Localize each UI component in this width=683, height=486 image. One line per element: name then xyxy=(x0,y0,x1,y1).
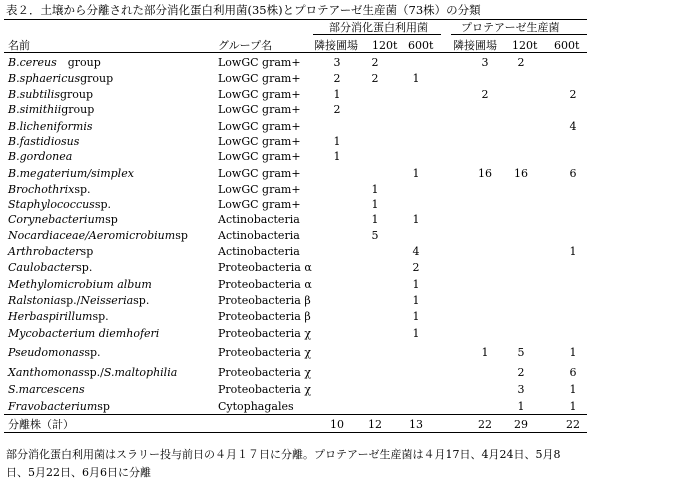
cell-b-120t: 2 xyxy=(517,56,525,69)
row-name-italic: Mycobacterium diemhoferi xyxy=(8,327,160,340)
row-name xyxy=(8,104,94,115)
row-group: LowGC gram+ xyxy=(218,88,301,101)
row-name-italic: B.cereus xyxy=(8,56,57,69)
cell-b-120t: 1 xyxy=(517,400,525,413)
cell-a-600t: 4 xyxy=(412,245,420,258)
cell-a-600t: 1 xyxy=(412,72,420,85)
row-name xyxy=(8,262,92,273)
row-group: Proteobacteria χ xyxy=(218,366,312,379)
cell-a-adjacent: 1 xyxy=(333,88,341,101)
sub-header-a-600t: 600t xyxy=(408,39,434,52)
total-cell-b-adjacent: 22 xyxy=(478,418,492,431)
row-group: Proteobacteria χ xyxy=(218,327,312,340)
bottom-rule xyxy=(4,432,587,433)
row-name-italic: Xanthomonas xyxy=(8,366,84,379)
row-name xyxy=(8,384,85,395)
cell-a-adjacent: 1 xyxy=(333,150,341,163)
row-name-italic: Caulobacter xyxy=(8,261,77,274)
row-group: Proteobacteria α xyxy=(218,261,312,274)
cell-b-600t: 1 xyxy=(569,400,577,413)
row-group: LowGC gram+ xyxy=(218,183,301,196)
cell-b-600t: 1 xyxy=(569,346,577,359)
row-group: LowGC gram+ xyxy=(218,198,301,211)
cell-b-120t: 3 xyxy=(517,383,525,396)
row-name-italic: Ralstonia xyxy=(8,294,61,307)
cell-a-120t: 1 xyxy=(371,198,379,211)
row-group: LowGC gram+ xyxy=(218,167,301,180)
row-name xyxy=(8,401,110,412)
row-group: Proteobacteria β xyxy=(218,310,311,323)
row-name-italic: Neisseria xyxy=(80,294,134,307)
col-header-group: グループ名 xyxy=(218,39,273,52)
cell-a-600t: 1 xyxy=(412,167,420,180)
cell-a-600t: 1 xyxy=(412,327,420,340)
cell-a-120t: 1 xyxy=(371,183,379,196)
cell-b-600t: 1 xyxy=(569,245,577,258)
cell-b-600t: 6 xyxy=(569,167,577,180)
row-name-italic: S.maltophilia xyxy=(103,366,178,379)
cell-a-120t: 5 xyxy=(371,229,379,242)
cell-b-120t: 5 xyxy=(517,346,525,359)
sub-header-b-600t: 600t xyxy=(554,39,580,52)
row-name-italic: Herbaspirillum xyxy=(8,310,93,323)
row-name xyxy=(8,311,109,322)
row-name-italic: B.sphaericus xyxy=(8,72,81,85)
row-name xyxy=(8,367,177,378)
cell-a-120t: 2 xyxy=(371,72,379,85)
row-name xyxy=(8,151,72,162)
header-rule xyxy=(4,52,587,53)
col-header-name: 名前 xyxy=(8,39,30,52)
cell-a-120t: 1 xyxy=(371,213,379,226)
row-name-suffix: sp. xyxy=(133,294,150,307)
row-name-suffix: sp xyxy=(105,213,118,226)
row-name-italic: Arthrobacter xyxy=(8,245,81,258)
row-name xyxy=(8,246,93,257)
sub-header-a-120t: 120t xyxy=(372,39,398,52)
row-name xyxy=(8,279,152,290)
row-group: Proteobacteria β xyxy=(218,294,311,307)
sub-header-b-120t: 120t xyxy=(512,39,538,52)
row-name-suffix: sp xyxy=(97,400,110,413)
row-group: LowGC gram+ xyxy=(218,103,301,116)
total-cell-a-adjacent: 10 xyxy=(330,418,344,431)
row-name-suffix: group xyxy=(61,103,95,116)
cell-b-adjacent: 2 xyxy=(481,88,489,101)
top-rule xyxy=(4,19,587,20)
cell-a-600t: 1 xyxy=(412,310,420,323)
cell-b-120t: 2 xyxy=(517,366,525,379)
cell-a-adjacent: 2 xyxy=(333,72,341,85)
cell-a-600t: 1 xyxy=(412,213,420,226)
cell-b-600t: 6 xyxy=(569,366,577,379)
row-name-italic: Pseudomonas xyxy=(8,346,85,359)
row-group: LowGC gram+ xyxy=(218,72,301,85)
row-name-suffix: sp. xyxy=(74,183,91,196)
cell-b-600t: 2 xyxy=(569,88,577,101)
row-name-suffix: sp./ xyxy=(83,366,104,379)
row-name-italic: S.marcescens xyxy=(8,383,85,396)
row-name xyxy=(8,347,101,358)
row-name xyxy=(8,136,79,147)
total-label: 分離株（計） xyxy=(8,418,74,431)
row-group: Actinobacteria xyxy=(218,229,300,242)
row-name-suffix: group xyxy=(80,72,114,85)
row-name xyxy=(8,184,91,195)
row-name-suffix: sp xyxy=(175,229,188,242)
row-name-suffix: sp. xyxy=(94,198,112,211)
cell-a-adjacent: 2 xyxy=(333,103,341,116)
row-group: LowGC gram+ xyxy=(218,120,301,133)
row-group: LowGC gram+ xyxy=(218,150,301,163)
row-group: Actinobacteria xyxy=(218,245,300,258)
row-name xyxy=(8,73,113,84)
row-name-italic: B.simithii xyxy=(8,103,62,116)
row-name-italic: B.gordonea xyxy=(8,150,73,163)
group-a-rule xyxy=(313,34,441,35)
row-name-italic: Nocardiaceae/Aeromicrobium xyxy=(8,229,176,242)
cell-a-600t: 1 xyxy=(412,294,420,307)
total-cell-b-600t: 22 xyxy=(566,418,580,431)
footnote-line-2: 日、5月22日、6月6日に分離 xyxy=(6,466,151,479)
row-group: Proteobacteria χ xyxy=(218,383,312,396)
row-name-suffix: sp xyxy=(80,245,94,258)
cell-b-600t: 1 xyxy=(569,383,577,396)
cell-b-adjacent: 1 xyxy=(481,346,489,359)
cell-a-120t: 2 xyxy=(371,56,379,69)
group-header-b: プロテアーゼ生産菌 xyxy=(461,21,560,34)
row-name-italic: B.subtilis xyxy=(8,88,60,101)
row-group: LowGC gram+ xyxy=(218,56,301,69)
group-header-a: 部分消化蛋白利用菌 xyxy=(329,21,428,34)
row-name-italic: B.licheniformis xyxy=(8,120,93,133)
group-b-rule xyxy=(451,34,587,35)
row-name xyxy=(8,214,118,225)
cell-a-600t: 1 xyxy=(412,278,420,291)
table-title: 表２．土壌から分離された部分消化蛋白利用菌(35株)とプロテアーゼ生産菌（73株）の分類 xyxy=(6,3,481,17)
row-name xyxy=(8,89,93,100)
cell-a-adjacent: 1 xyxy=(333,135,341,148)
cell-b-adjacent: 16 xyxy=(478,167,492,180)
row-name xyxy=(8,230,188,241)
row-name-suffix: group xyxy=(59,88,94,101)
cell-b-600t: 4 xyxy=(569,120,577,133)
row-name-italic: Brochothrix xyxy=(8,183,75,196)
footnote-line-1: 部分消化蛋白利用菌はスラリー投与前日の４月１７日に分離。プロテアーゼ生産菌は４月17日、4月24日、5月8 xyxy=(6,448,561,461)
row-name xyxy=(8,328,159,339)
cell-b-adjacent: 3 xyxy=(481,56,489,69)
row-name-suffix: sp. xyxy=(92,310,109,323)
row-name-italic: Staphylococcus xyxy=(8,198,95,211)
cell-b-120t: 16 xyxy=(514,167,528,180)
row-name-italic: Fravobacterium xyxy=(8,400,98,413)
row-name-suffix: sp./ xyxy=(60,294,81,307)
sub-header-a-adjacent: 隣接圃場 xyxy=(314,39,358,52)
row-group: Actinobacteria xyxy=(218,213,300,226)
row-group: Proteobacteria χ xyxy=(218,346,312,359)
row-name-italic: Corynebacterium xyxy=(8,213,106,226)
cell-a-adjacent: 3 xyxy=(333,56,341,69)
row-group: LowGC gram+ xyxy=(218,135,301,148)
row-name xyxy=(8,121,93,132)
row-name-suffix: sp. xyxy=(84,346,101,359)
row-name-suffix: group xyxy=(56,56,101,69)
row-name xyxy=(8,295,149,306)
row-group: Cytophagales xyxy=(218,400,294,413)
row-name-suffix: sp. xyxy=(76,261,93,274)
sub-header-b-adjacent: 隣接圃場 xyxy=(453,39,497,52)
row-name-italic: B.fastidiosus xyxy=(8,135,80,148)
row-name xyxy=(8,57,101,68)
cell-a-600t: 2 xyxy=(412,261,420,274)
total-cell-b-120t: 29 xyxy=(514,418,528,431)
row-name-italic: B.megaterium/simplex xyxy=(8,167,134,180)
row-name xyxy=(8,168,134,179)
row-name xyxy=(8,199,111,210)
total-cell-a-600t: 13 xyxy=(409,418,423,431)
row-group: Proteobacteria α xyxy=(218,278,312,291)
total-rule-top xyxy=(4,414,587,415)
row-name-italic: Methylomicrobium album xyxy=(8,278,152,291)
total-cell-a-120t: 12 xyxy=(368,418,382,431)
